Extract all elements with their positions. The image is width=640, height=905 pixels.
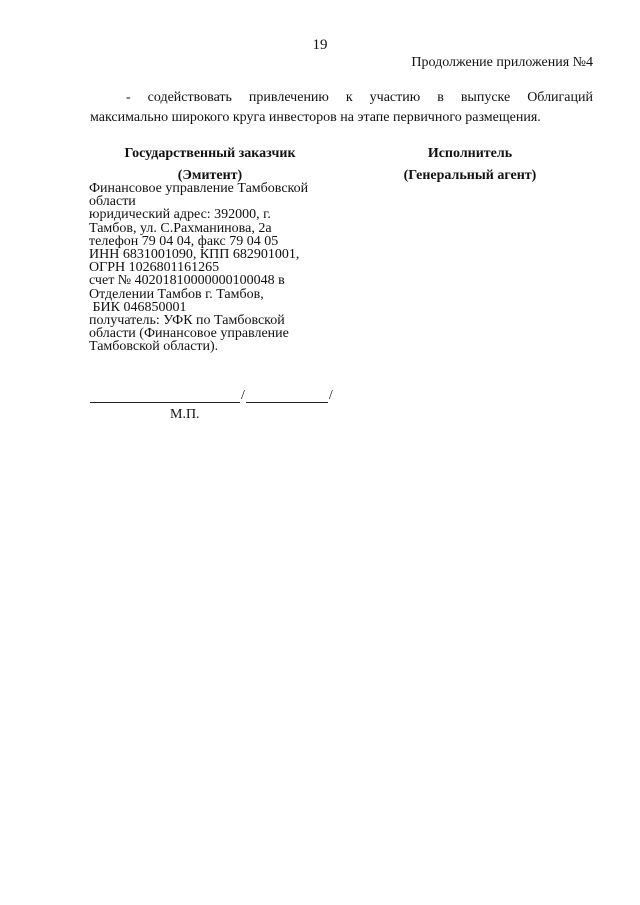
issuer-detail-line: телефон 79 04 04, факс 79 04 05 — [89, 233, 279, 249]
issuer-details — [89, 182, 369, 354]
agent-subtitle: (Генеральный агент) — [403, 168, 537, 183]
signature-block — [90, 387, 350, 403]
issuer-detail-line: счет № 40201810000000100048 в — [89, 273, 285, 289]
issuer-detail-line: Отделении Тамбов г. Тамбов, — [89, 286, 264, 302]
paragraph-line-1 — [90, 88, 593, 108]
paragraph-word: участию — [369, 90, 421, 105]
issuer-detail-line: области — [89, 194, 136, 210]
paragraph-word: привлечению — [248, 90, 329, 105]
paragraph-word: в — [437, 90, 444, 105]
issuer-detail-line: Финансовое управление Тамбовской — [89, 181, 309, 196]
signature-line — [90, 387, 350, 403]
signature-name-blank[interactable] — [246, 388, 328, 403]
agent-heading — [380, 143, 560, 187]
paragraph-word: к — [345, 90, 353, 105]
paragraph-word: - — [126, 90, 131, 105]
stamp-placeholder-label: М.П. — [170, 407, 200, 422]
paragraph-line-2: максимально широкого круга инвесторов на этапе первичного размещения. — [90, 110, 541, 125]
issuer-detail-line: получатель: УФК по Тамбовской — [89, 313, 285, 329]
issuer-detail-line: области (Финансовое управление — [89, 326, 289, 342]
paragraph-word: содействовать — [147, 90, 232, 105]
signature-blank[interactable] — [90, 388, 240, 403]
page-number: 19 — [312, 37, 328, 53]
issuer-subtitle: (Эмитент) — [177, 168, 243, 183]
agent-title: Исполнитель — [427, 146, 513, 161]
signature-slash: / — [328, 388, 333, 403]
obligation-paragraph — [90, 88, 593, 128]
issuer-detail-line: юридический адрес: 392000, г. — [89, 207, 271, 223]
signature-slash: / — [241, 388, 245, 403]
issuer-detail-line: Тамбовской области). — [89, 339, 219, 355]
issuer-detail-line: Тамбов, ул. С.Рахманинова, 2а — [89, 220, 272, 236]
issuer-detail-line: БИК 046850001 — [89, 299, 187, 315]
issuer-detail-line: ОГРН 1026801161265 — [89, 260, 220, 276]
paragraph-word: Облигаций — [527, 90, 593, 105]
issuer-detail-line: ИНН 6831001090, КПП 682901001, — [89, 247, 300, 263]
appendix-continuation-label: Продолжение приложения №4 — [411, 55, 593, 70]
issuer-title: Государственный заказчик — [124, 146, 296, 161]
paragraph-word: выпуске — [460, 90, 511, 105]
